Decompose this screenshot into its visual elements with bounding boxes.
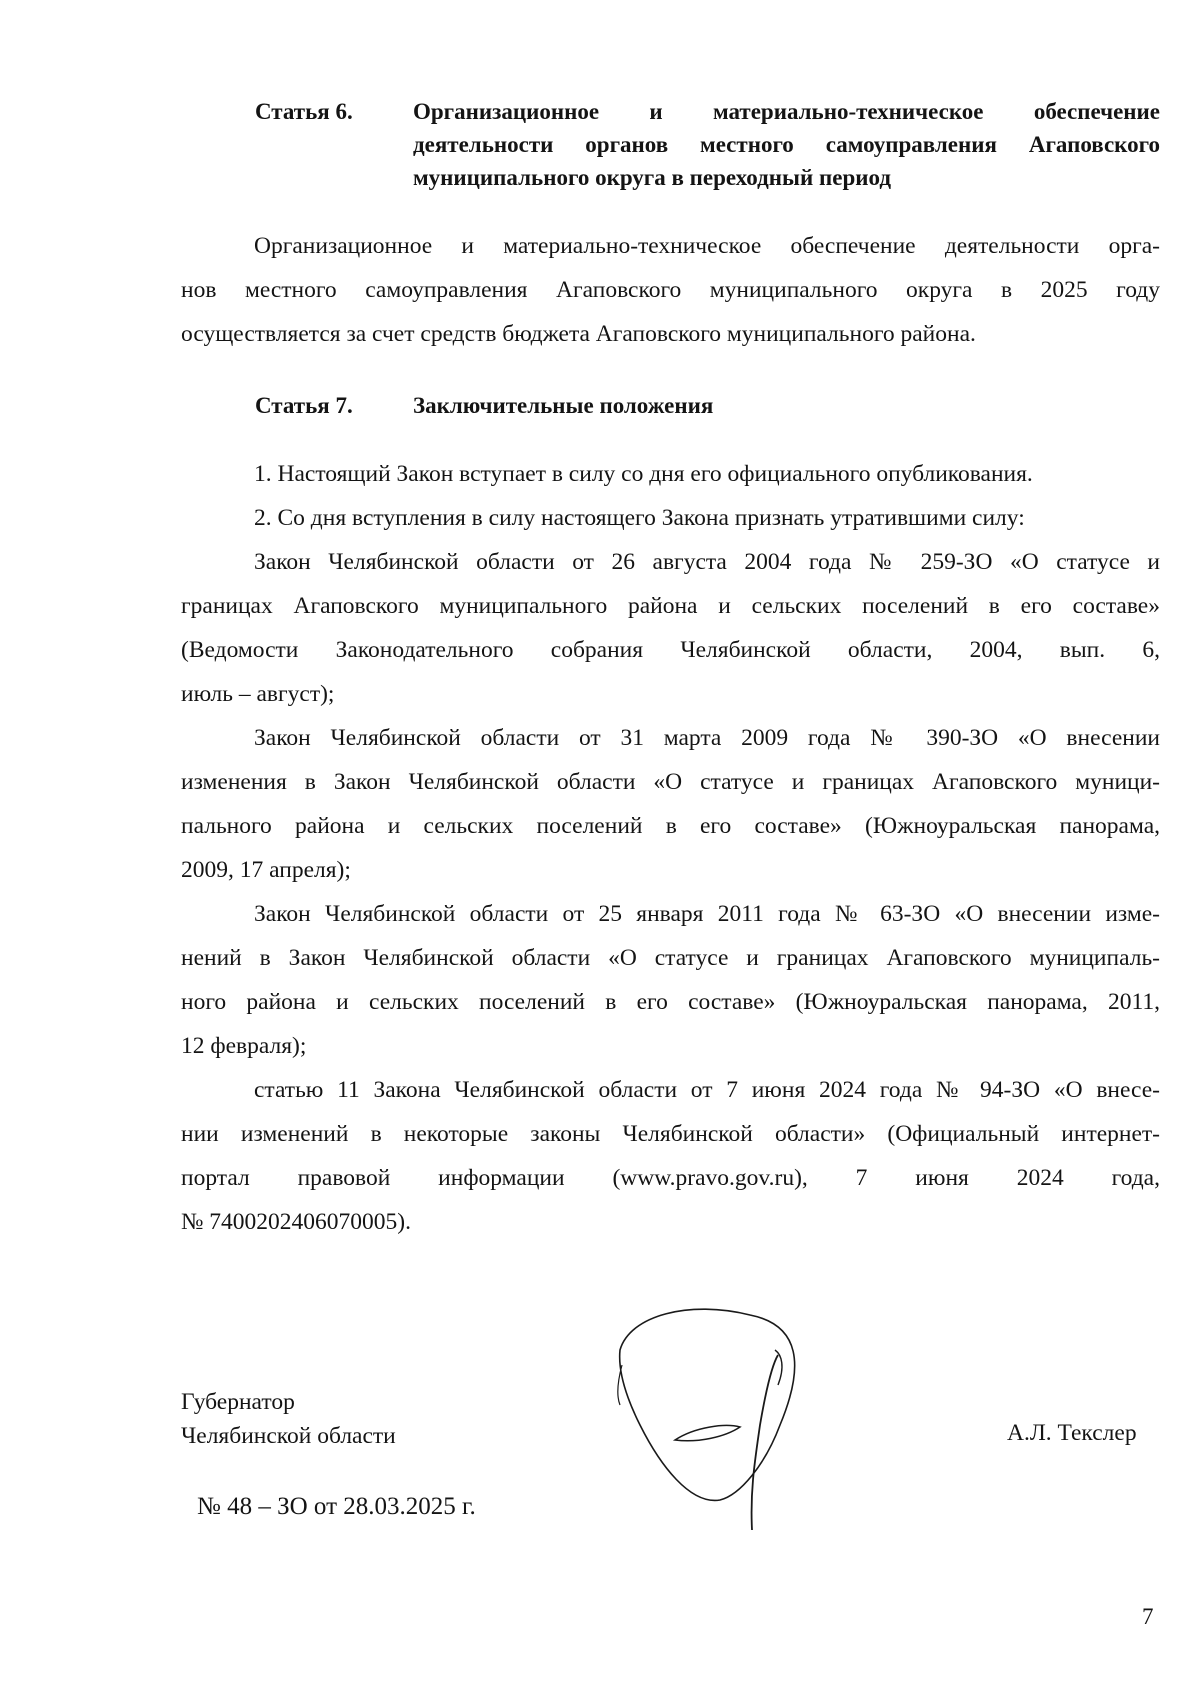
article-6-title-line: деятельности органов местного самоуправления Агаповского <box>413 132 1160 157</box>
law-line: границах Агаповского муниципального района и сельских поселений в его составе» <box>181 593 1160 619</box>
article-7-heading <box>255 389 1160 422</box>
item-2: 2. Со дня вступления в силу настоящего Закона признать утратившими силу: <box>254 505 1025 531</box>
article-6-title <box>413 95 1160 194</box>
law-line: изменения в Закон Челябинской области «О статусе и границах Агаповского муници- <box>181 769 1160 795</box>
law-line: статью 11 Закона Челябинской области от 7 июня 2024 года № 94-ЗО «О внесе- <box>254 1077 1160 1103</box>
page-number: 7 <box>1142 1604 1154 1629</box>
law-line: портал правовой информации (www.pravo.gov.ru), 7 июня 2024 года, <box>181 1165 1160 1191</box>
law-line: нений в Закон Челябинской области «О статусе и границах Агаповского муниципаль- <box>181 945 1160 971</box>
law-line: 2009, 17 апреля); <box>181 857 351 883</box>
law-line: Закон Челябинской области от 31 марта 2009 года № 390-ЗО «О внесении <box>254 725 1160 751</box>
article-7-number: Статья 7. <box>255 393 353 418</box>
law-line: Закон Челябинской области от 26 августа 2004 года № 259-ЗО «О статусе и <box>254 549 1160 575</box>
signatory-position <box>181 1385 396 1453</box>
repealed-law-1 <box>181 540 1160 716</box>
article-6-title-line: муниципального округа в переходный период <box>413 165 891 190</box>
signatory-name: А.Л. Текслер <box>1007 1420 1137 1446</box>
law-line: Закон Челябинской области от 25 января 2011 года № 63-ЗО «О внесении изме- <box>254 901 1160 927</box>
law-number-date: № 48 – ЗО от 28.03.2025 г. <box>197 1493 476 1520</box>
repealed-law-2 <box>181 716 1160 892</box>
position-line: Челябинской области <box>181 1423 396 1449</box>
item-1: 1. Настоящий Закон вступает в силу со дня его официального опубликования. <box>254 461 1033 487</box>
article-7-title: Заключительные положения <box>413 393 714 418</box>
article-6-number: Статья 6. <box>255 99 353 124</box>
law-line: (Ведомости Законодательного собрания Челябинской области, 2004, вып. 6, <box>181 637 1160 663</box>
article-7-items <box>181 452 1160 540</box>
position-line: Губернатор <box>181 1389 295 1415</box>
law-line: пального района и сельских поселений в его составе» (Южноуральская панорама, <box>181 813 1160 839</box>
law-line: июль – август); <box>181 681 335 707</box>
repealed-law-4 <box>181 1068 1160 1244</box>
law-line: 12 февраля); <box>181 1033 307 1059</box>
body-line: нов местного самоуправления Агаповского муниципального округа в 2025 году <box>181 277 1160 303</box>
repealed-law-3 <box>181 892 1160 1068</box>
law-line: № 7400202406070005). <box>181 1209 411 1235</box>
body-line: Организационное и материально-техническое обеспечение деятельности орга- <box>254 233 1160 259</box>
article-6-body <box>181 224 1160 356</box>
law-line: ного района и сельских поселений в его составе» (Южноуральская панорама, 2011, <box>181 989 1160 1015</box>
article-6-heading <box>255 95 1160 194</box>
article-6-title-line: Организационное и материально-техническое обеспечение <box>413 99 1160 124</box>
body-line: осуществляется за счет средств бюджета Агаповского муниципального района. <box>181 321 976 347</box>
handwritten-signature <box>600 1295 830 1545</box>
law-line: нии изменений в некоторые законы Челябинской области» (Официальный интернет- <box>181 1121 1160 1147</box>
